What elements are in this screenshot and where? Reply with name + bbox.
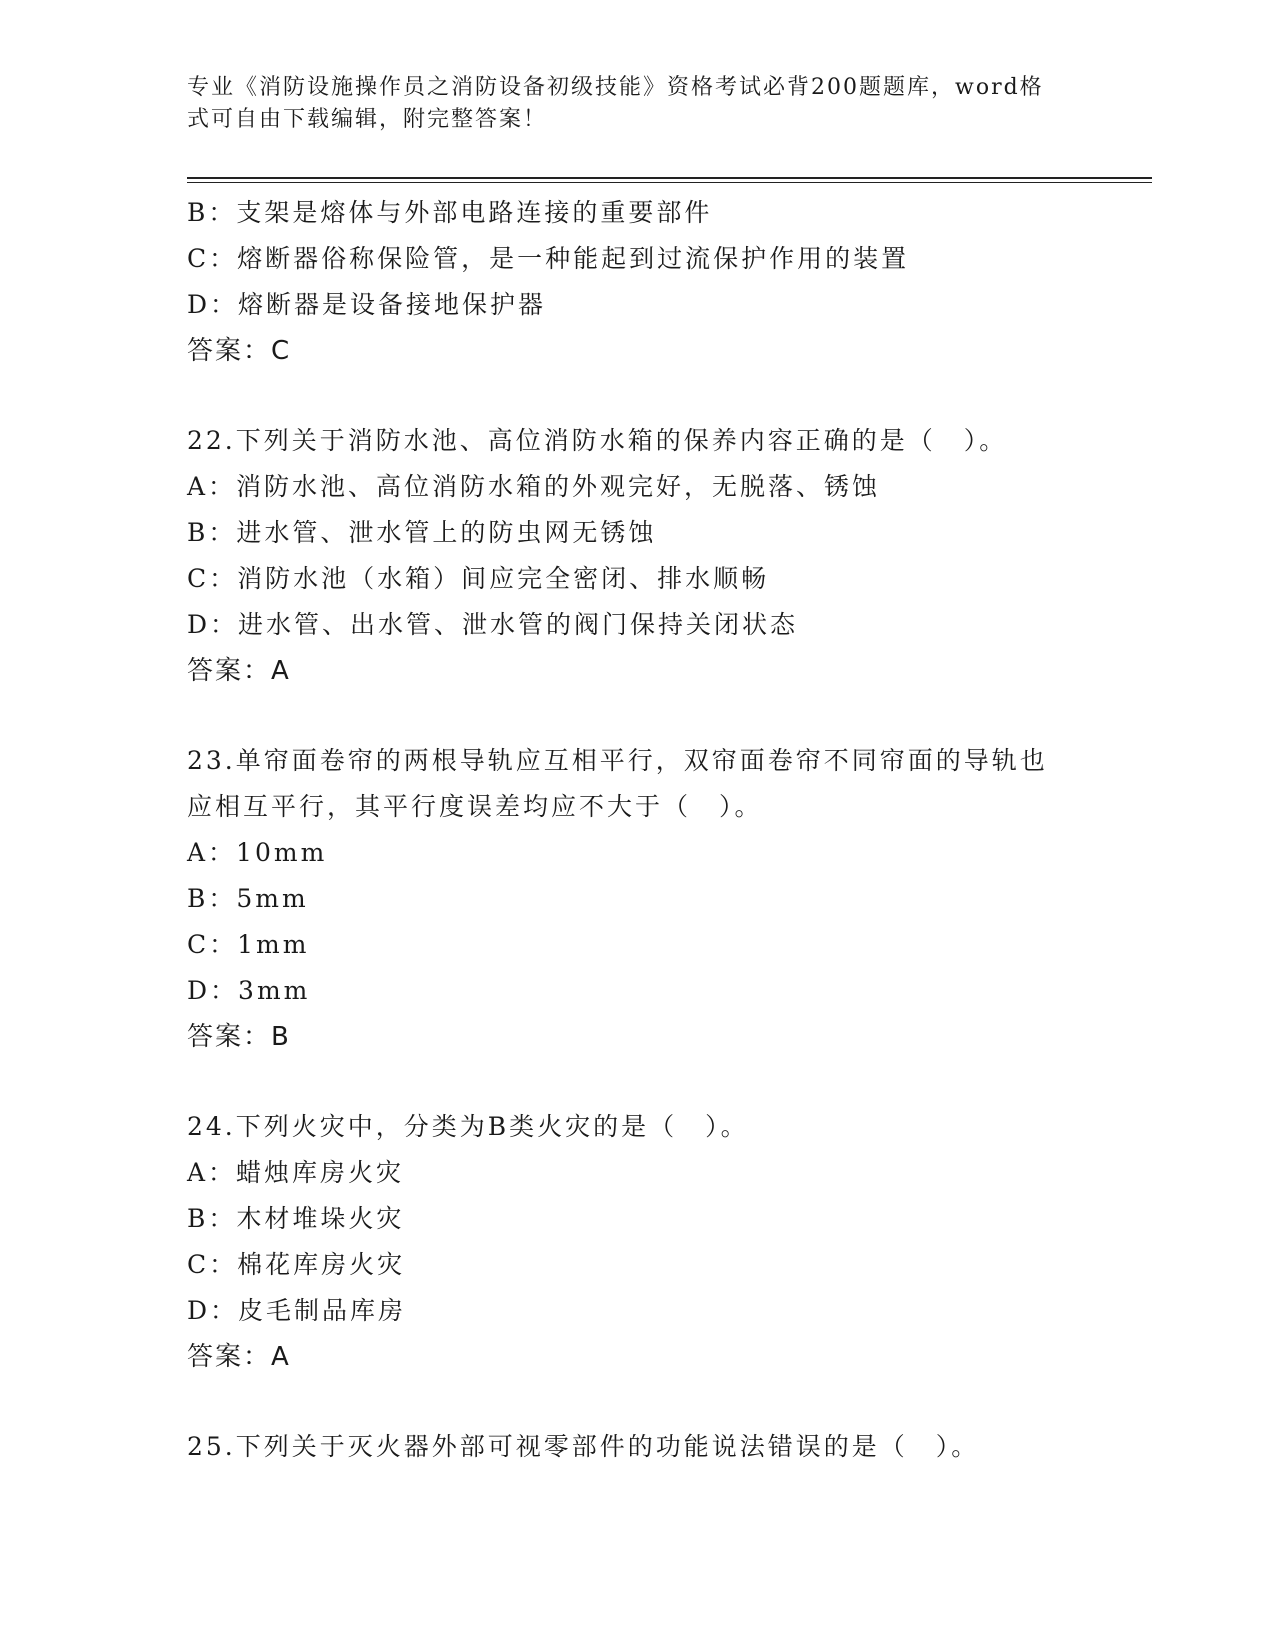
option-b: B：5mm	[187, 884, 309, 913]
question-stem: 24.下列火灾中，分类为B类火灾的是（ ）。	[187, 1112, 749, 1141]
option-c: C：1mm	[187, 930, 310, 959]
question-stem: 25.下列关于灭火器外部可视零部件的功能说法错误的是（ ）。	[187, 1432, 980, 1461]
option-b: B：木材堆垛火灾	[187, 1204, 405, 1233]
answer: 答案：A	[187, 656, 291, 686]
option-a: A：消防水池、高位消防水箱的外观完好，无脱落、锈蚀	[187, 472, 881, 501]
spacer	[187, 374, 1087, 418]
header-divider-thin	[187, 182, 1152, 183]
document-header	[187, 72, 1067, 136]
spacer	[187, 1380, 1087, 1424]
question-23	[187, 738, 1087, 1060]
question-stem-line-1: 23.单帘面卷帘的两根导轨应互相平行，双帘面卷帘不同帘面的导轨也	[187, 746, 1048, 775]
header-divider-thick	[187, 177, 1152, 179]
answer: 答案：A	[187, 1342, 291, 1372]
option-d: D：进水管、出水管、泄水管的阀门保持关闭状态	[187, 610, 799, 639]
option-d: D：熔断器是设备接地保护器	[187, 290, 547, 319]
question-list	[187, 190, 1087, 1470]
question-stem: 22.下列关于消防水池、高位消防水箱的保养内容正确的是（ ）。	[187, 426, 1008, 455]
spacer	[187, 1060, 1087, 1104]
option-a: A：蜡烛库房火灾	[187, 1158, 405, 1187]
question-24	[187, 1104, 1087, 1380]
option-d: D：3mm	[187, 976, 311, 1005]
option-c: C：棉花库房火灾	[187, 1250, 406, 1279]
question-stem-line-2: 应相互平行，其平行度误差均应不大于（ ）。	[187, 792, 763, 821]
option-a: A：10mm	[187, 838, 328, 867]
question-22	[187, 418, 1087, 694]
answer: 答案：B	[187, 1022, 291, 1052]
question-21	[187, 190, 1087, 374]
option-b: B：支架是熔体与外部电路连接的重要部件	[187, 198, 713, 227]
option-c: C：熔断器俗称保险管，是一种能起到过流保护作用的装置	[187, 244, 910, 273]
question-25	[187, 1424, 1087, 1470]
header-line-2: 式可自由下载编辑，附完整答案！	[187, 107, 548, 132]
option-d: D：皮毛制品库房	[187, 1296, 407, 1325]
spacer	[187, 694, 1087, 738]
option-b: B：进水管、泄水管上的防虫网无锈蚀	[187, 518, 657, 547]
header-line-1: 专业《消防设施操作员之消防设备初级技能》资格考试必背200题题库，word格	[187, 75, 1044, 100]
option-c: C：消防水池（水箱）间应完全密闭、排水顺畅	[187, 564, 770, 593]
answer: 答案：C	[187, 336, 292, 366]
